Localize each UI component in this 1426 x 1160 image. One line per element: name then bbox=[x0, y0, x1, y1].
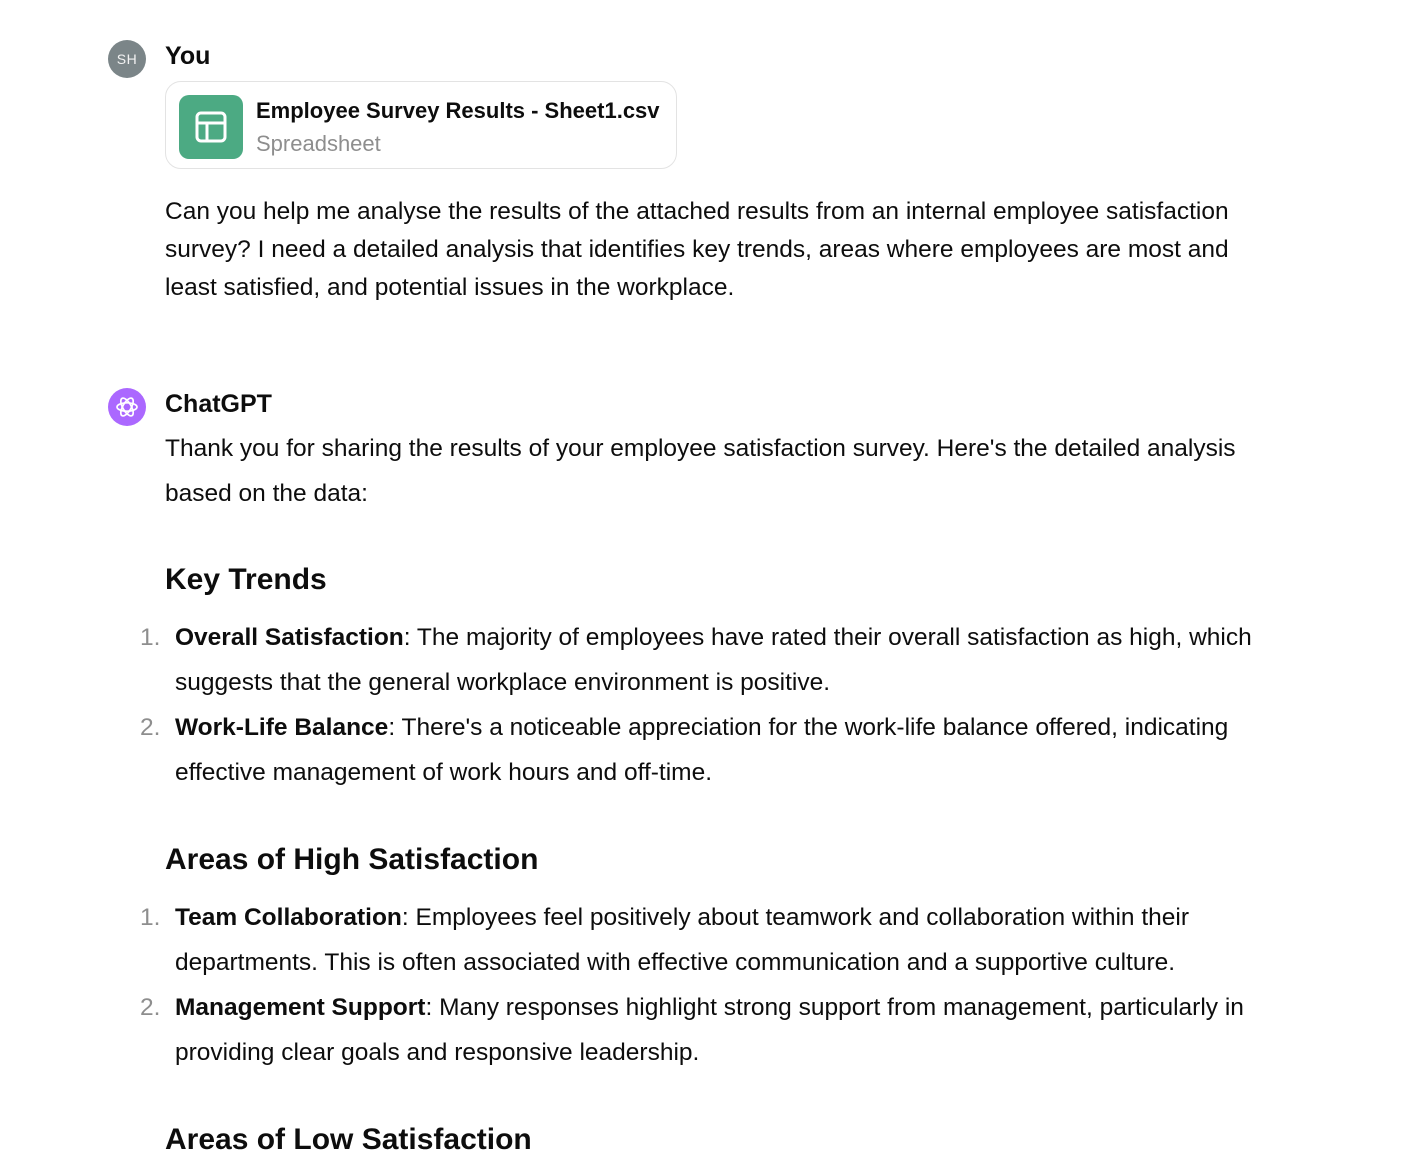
list-item-text: : There's a noticeable appreciation for the work-life balance offered, indicating effective management of work hours and off-time. bbox=[175, 714, 1229, 786]
list-item-number: 2. bbox=[140, 994, 161, 1021]
attachment-file-type: Spreadsheet bbox=[256, 131, 381, 156]
user-avatar-initials: SH bbox=[116, 51, 138, 67]
assistant-intro-text: Thank you for sharing the results of your employee satisfaction survey. Here's the detailed analysis based on the data: bbox=[165, 435, 1236, 507]
list-item bbox=[140, 615, 1280, 705]
key-trends-list bbox=[140, 615, 1280, 795]
section-heading-low-satisfaction: Areas of Low Satisfaction bbox=[165, 1123, 532, 1156]
assistant-message-body bbox=[140, 426, 1280, 1160]
section-heading-high-satisfaction: Areas of High Satisfaction bbox=[165, 843, 539, 876]
user-author-label: You bbox=[165, 42, 211, 70]
list-item-title: Management Support bbox=[175, 994, 426, 1021]
list-item-number: 2. bbox=[140, 714, 161, 741]
list-item-text: : Employees feel positively about teamwork and collaboration within their departments. This is often associated with effective communication and a supportive culture. bbox=[175, 904, 1190, 976]
high-satisfaction-list bbox=[140, 895, 1280, 1075]
section-heading-key-trends: Key Trends bbox=[165, 563, 327, 596]
list-item-text: : The majority of employees have rated their overall satisfaction as high, which suggests that the general workplace environment is positive. bbox=[175, 624, 1252, 696]
list-item-title: Overall Satisfaction bbox=[175, 624, 404, 651]
list-item bbox=[140, 705, 1280, 795]
assistant-author-label: ChatGPT bbox=[165, 390, 272, 418]
list-item-number: 1. bbox=[140, 624, 161, 651]
list-item-number: 1. bbox=[140, 904, 161, 931]
list-item-title: Work-Life Balance bbox=[175, 714, 389, 741]
list-item bbox=[140, 985, 1280, 1075]
table-icon bbox=[179, 95, 243, 159]
openai-logo-icon bbox=[108, 388, 146, 426]
list-item-text: : Many responses highlight strong support from management, particularly in providing clear goals and responsive leadership. bbox=[175, 994, 1244, 1066]
user-avatar[interactable] bbox=[108, 40, 146, 78]
user-message-text: Can you help me analyse the results of the attached results from an internal employee satisfaction survey? I need a detailed analysis that identifies key trends, areas where employees are most and least satisfied, and potential issues in the workplace. bbox=[165, 198, 1229, 301]
file-attachment[interactable] bbox=[165, 81, 677, 169]
attachment-file-name: Employee Survey Results - Sheet1.csv bbox=[256, 98, 660, 123]
list-item-title: Team Collaboration bbox=[175, 904, 402, 931]
list-item bbox=[140, 895, 1280, 985]
